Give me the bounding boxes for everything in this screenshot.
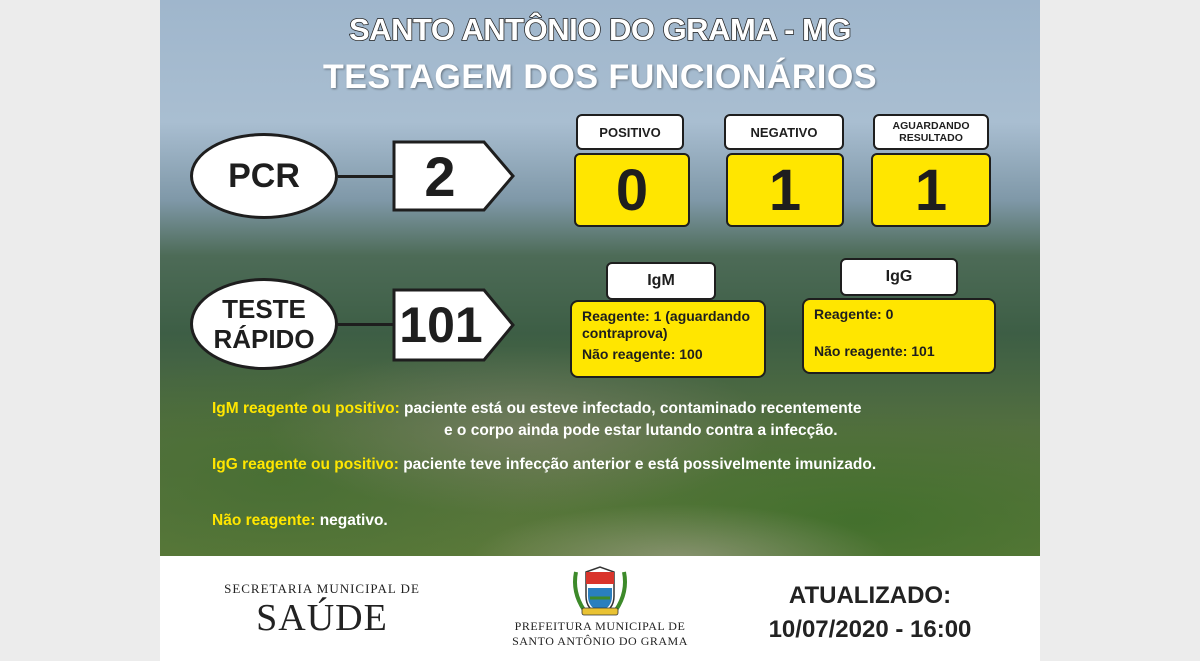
- aguardando-label: [873, 114, 989, 150]
- legend-igm: [212, 398, 861, 420]
- legend-igg: [212, 454, 876, 476]
- pcr-connector-line: [338, 175, 394, 178]
- legend-igg-key: IgG reagente ou positivo:: [212, 456, 399, 473]
- igm-label: IgM: [606, 262, 716, 300]
- footer: [160, 556, 1040, 661]
- pcr-total-arrow: [392, 140, 516, 212]
- secretaria-small: SECRETARIA MUNICIPAL DE: [224, 581, 420, 596]
- igm-reagent-line2: contraprova): [582, 325, 668, 341]
- igg-reagent: Reagente: 0: [814, 306, 894, 322]
- aguardando-value: 1: [871, 153, 991, 227]
- prefeitura-line2: SANTO ANTÔNIO DO GRAMA: [512, 634, 688, 648]
- pcr-total: 2: [424, 144, 456, 208]
- pcr-label-ellipse: [190, 133, 338, 219]
- legend-igm-text-line1: paciente está ou esteve infectado, contaminado recentemente: [404, 400, 862, 417]
- legend-neg-key: Não reagente:: [212, 512, 316, 529]
- secretaria-big: SAÚDE: [256, 597, 388, 639]
- igm-non-reagent: Não reagente: 100: [582, 346, 703, 362]
- negativo-value: 1: [726, 153, 844, 227]
- rapid-total-arrow: [392, 288, 516, 362]
- infographic-panel: [160, 0, 1040, 556]
- legend-igm-text-line2: e o corpo ainda pode estar lutando contra a infecção.: [444, 422, 838, 439]
- igg-non-reagent: Não reagente: 101: [814, 343, 935, 359]
- legend-igm-cont: [444, 420, 838, 442]
- negativo-label: NEGATIVO: [724, 114, 844, 150]
- igg-label: IgG: [840, 258, 958, 296]
- rapid-label-line2: RÁPIDO: [213, 324, 315, 354]
- rapid-label-ellipse: [190, 278, 338, 370]
- city-title: SANTO ANTÔNIO DO GRAMA - MG: [349, 12, 851, 47]
- legend-igg-text: paciente teve infecção anterior e está possivelmente imunizado.: [403, 456, 877, 473]
- legend-neg-text: negativo.: [319, 512, 388, 529]
- positivo-value: 0: [574, 153, 690, 227]
- updated-label: ATUALIZADO:: [788, 582, 952, 609]
- rapid-connector-line: [338, 323, 394, 326]
- right-margin: [1040, 0, 1200, 661]
- legend-neg: [212, 510, 388, 532]
- igg-detail-box: [802, 298, 996, 374]
- rapid-total: 101: [399, 297, 483, 353]
- municipal-crest-icon: [568, 566, 632, 618]
- igm-detail-box: [570, 300, 766, 378]
- legend-igm-key: IgM reagente ou positivo:: [212, 400, 400, 417]
- positivo-label: POSITIVO: [576, 114, 684, 150]
- main-title: TESTAGEM DOS FUNCIONÁRIOS: [323, 58, 877, 96]
- left-margin: [0, 0, 160, 661]
- prefeitura-line1: PREFEITURA MUNICIPAL DE: [514, 619, 686, 633]
- rapid-label-line1: TESTE: [222, 294, 306, 324]
- aguardando-label-line2: RESULTADO: [899, 132, 963, 144]
- pcr-label: PCR: [228, 156, 300, 195]
- igm-reagent-line1: Reagente: 1 (aguardando: [582, 308, 751, 324]
- updated-value: 10/07/2020 - 16:00: [768, 616, 972, 643]
- aguardando-label-line1: AGUARDANDO: [892, 120, 970, 132]
